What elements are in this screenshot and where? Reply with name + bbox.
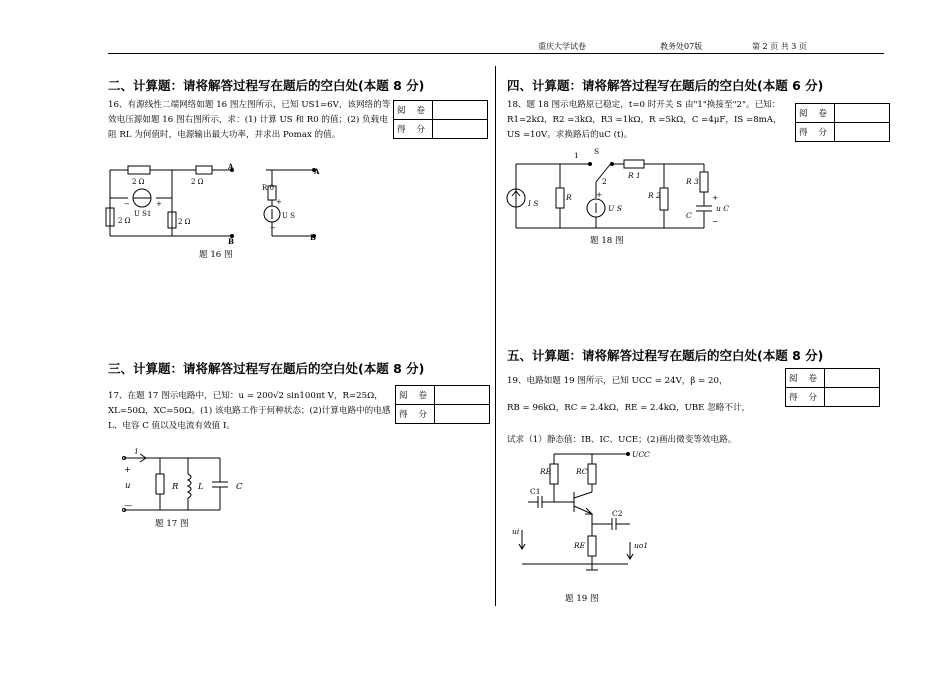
q2-caption: 题 16 图	[199, 250, 233, 260]
q5-line3: 试求（1）静态值：IB、IC、UCE；(2)画出微变等效电路。	[507, 435, 737, 445]
q4-score-cell[interactable]	[835, 123, 890, 142]
q5-label-uo: uo1	[634, 541, 649, 550]
q4-circuit-diagram	[502, 148, 732, 232]
q4-label-minus: −	[712, 217, 719, 226]
q4-label-1: 1	[574, 151, 579, 160]
q5-label-ucc: UCC	[632, 450, 650, 459]
q5-score-cell[interactable]	[825, 388, 880, 407]
q4-review-cell[interactable]	[835, 104, 890, 123]
q2-score-cell[interactable]	[433, 120, 488, 139]
q5-review-cell[interactable]	[825, 369, 880, 388]
q2-review-cell[interactable]	[433, 101, 488, 120]
q3-label-c: C	[236, 482, 243, 492]
score-label: 得 分	[394, 120, 433, 139]
q3-circuit-diagram	[118, 444, 258, 516]
header-page: 第 2 页 共 3 页	[752, 42, 807, 51]
q4-label-2: 2	[602, 177, 607, 186]
q4-text: 18、题 18 图示电路原已稳定，t=0 时开关 S 由"1"换接至"2"。已知：R1=2kΩ，R2 =3kΩ，R3 =1kΩ，R =5kΩ，C =4μF，IS =8mA，US =10V。求换路后的uC (t)。	[507, 100, 782, 140]
q4-title: 四、计算题：请将解答过程写在题后的空白处(本题 6 分)	[507, 78, 824, 93]
q5-label-c2: C2	[612, 509, 623, 518]
q2-label-r0: R 0	[262, 184, 274, 192]
q2-label-a: A	[228, 162, 234, 171]
q4-label-plus2: +	[712, 193, 719, 202]
q3-title: 三、计算题：请将解答过程写在题后的空白处(本题 8 分)	[108, 361, 425, 376]
q3-score-box	[395, 385, 490, 424]
q5-title: 五、计算题：请将解答过程写在题后的空白处(本题 8 分)	[507, 348, 824, 363]
q5-label-ui: ui	[512, 527, 520, 536]
q5-caption: 题 19 图	[565, 594, 599, 604]
q2-label-r1: 2 Ω	[132, 178, 145, 186]
header-office: 教务处07版	[660, 42, 703, 51]
q2-label-a2: A	[314, 167, 320, 176]
q3-label-u: u	[125, 481, 131, 491]
q4-label-uc: u C	[716, 204, 729, 213]
q2-circuit-diagram	[104, 158, 334, 244]
q2-score-box	[393, 100, 488, 139]
q2-label-r4: 2 Ω	[178, 218, 191, 226]
q2-label-r3: 2 Ω	[118, 217, 131, 225]
q4-label-s: S	[594, 148, 600, 156]
q4-label-r: R	[566, 193, 572, 202]
review-label: 阅 卷	[394, 101, 433, 120]
review-label: 阅 卷	[786, 369, 825, 388]
q3-label-plus: +	[124, 465, 132, 475]
score-label: 得 分	[396, 405, 435, 424]
q4-label-r3: R 3	[686, 177, 699, 186]
q4-label-r2: R 2	[648, 191, 661, 200]
q2-label-us: U S	[282, 212, 295, 220]
q5-line1: 19、电路如题 19 图所示，已知 UCC = 24V，β = 20，	[507, 376, 728, 386]
q2-text: 16、有源线性二端网络如题 16 图左图所示，已知 US1=6V，该网络的等效电压源如题 16 图右图所示，求：(1) 计算 US 和 R0 的值；(2) 负载电阻 RL 为何值时，电源输出最大功率，并求出 Pomax 的值。	[108, 100, 391, 140]
q5-score-box	[785, 368, 880, 407]
q2-label-us1: U S1	[134, 210, 152, 218]
q2-label-b: B	[228, 237, 234, 244]
q2-label-b2: B	[310, 233, 316, 242]
q2-label-r2: 2 Ω	[191, 178, 204, 186]
q4-label-us: U S	[608, 204, 622, 213]
column-divider	[495, 66, 496, 606]
q4-label-r1: R 1	[628, 171, 641, 180]
q2-label-minus: −	[124, 200, 130, 208]
q5-label-rb: RB	[540, 467, 552, 476]
q4-score-box	[795, 103, 890, 142]
review-label: 阅 卷	[796, 104, 835, 123]
q3-label-l: L	[198, 482, 204, 492]
q4-label-c: C	[686, 211, 692, 220]
q3-caption: 题 17 图	[155, 519, 189, 529]
header-school: 重庆大学试卷	[538, 42, 586, 51]
q4-label-is: I S	[528, 199, 539, 208]
q5-line2: RB = 96kΩ，RC = 2.4kΩ，RE = 2.4kΩ，UBE 忽略不计，	[507, 403, 751, 413]
q3-label-r: R	[172, 482, 179, 492]
q3-review-cell[interactable]	[435, 386, 490, 405]
q2-label-plus2: +	[276, 198, 282, 206]
q2-title: 二、计算题：请将解答过程写在题后的空白处(本题 8 分)	[108, 78, 425, 93]
q5-label-c1: C1	[530, 487, 541, 496]
header-rule	[108, 53, 884, 54]
q3-score-cell[interactable]	[435, 405, 490, 424]
q2-label-plus: +	[156, 200, 162, 208]
q3-label-minus: —	[124, 501, 133, 511]
review-label: 阅 卷	[396, 386, 435, 405]
q5-label-re: RE	[574, 541, 586, 550]
q3-label-i: i	[135, 447, 138, 457]
q3-text: 17、在题 17 图示电路中，已知：u = 200√2 sin100πt V，R=25Ω，XL=50Ω，XC=50Ω。(1) 该电路工作于何种状态；(2)计算电路中的电感 L、电容 C 值以及电流有效值 I。	[108, 391, 391, 431]
q2-label-minus2: −	[270, 224, 276, 232]
q4-label-plus: +	[596, 190, 603, 199]
q4-caption: 题 18 图	[590, 236, 624, 246]
score-label: 得 分	[786, 388, 825, 407]
score-label: 得 分	[796, 123, 835, 142]
q5-circuit-diagram	[508, 446, 668, 576]
q5-label-rc: RC	[576, 467, 588, 476]
